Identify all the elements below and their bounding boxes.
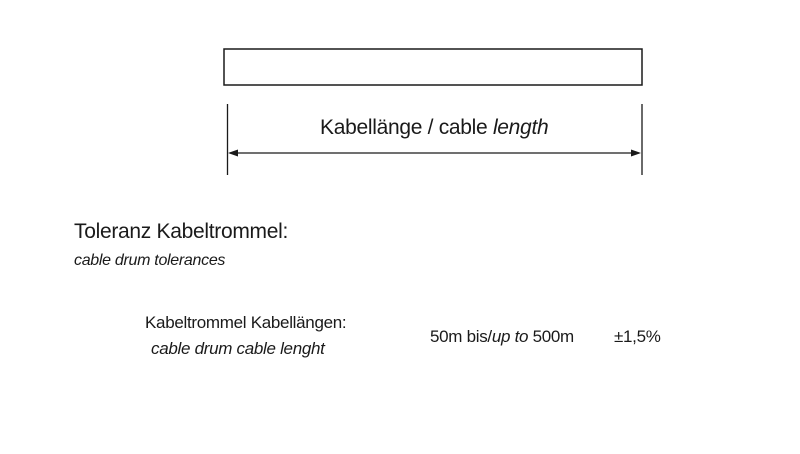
- dimension-label: [320, 116, 548, 140]
- tolerance-subtitle: cable drum tolerances: [74, 252, 226, 269]
- spec-range: [430, 327, 574, 347]
- tolerance-title: Toleranz Kabeltrommel:: [74, 220, 288, 243]
- dimension-arrow-left: [228, 150, 238, 157]
- spec-tolerance: ±1,5%: [614, 327, 661, 346]
- dimension-arrow-right: [631, 150, 641, 157]
- spec-sublabel: cable drum cable lenght: [151, 339, 325, 358]
- cable-rectangle: [224, 49, 642, 85]
- spec-range-mid: up to: [491, 327, 529, 346]
- spec-range-from: 50m bis/: [430, 327, 492, 346]
- spec-range-to: 500m: [528, 327, 574, 346]
- dimension-label-prefix: Kabellänge / cable: [320, 116, 493, 139]
- dimension-label-italic: length: [492, 116, 549, 139]
- spec-label: Kabeltrommel Kabellängen:: [145, 313, 347, 332]
